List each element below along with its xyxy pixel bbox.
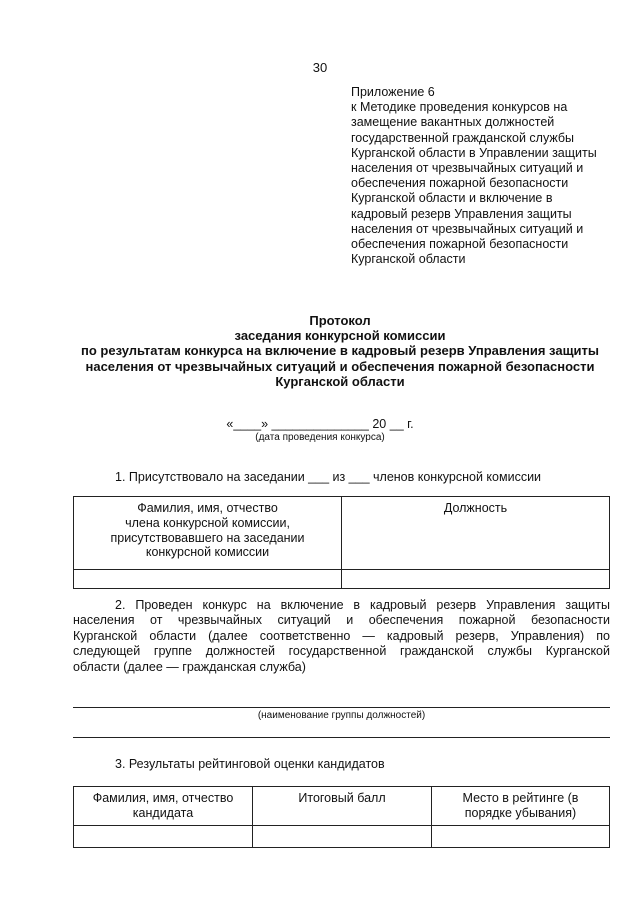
appendix-line: Курганской области [351,252,466,267]
appendix-line: государственной гражданской службы [351,130,574,145]
commission-members-table [73,496,610,589]
title-line: населения от чрезвычайных ситуаций и обеспечения пожарной безопасности [85,358,595,374]
paragraph-line: 2. Проведен конкурс на включение в кадровый резерв Управления защиты [115,598,610,612]
table-row [74,570,610,589]
section-2-text [73,598,610,675]
appendix-line: кадровый резерв Управления защиты [351,206,572,221]
appendix-line: замещение вакантных должностей [351,115,555,130]
table-cell [432,826,610,848]
section-3-text: 3. Результаты рейтинговой оценки кандидатов [115,757,385,771]
date-field: «____» ______________ 20 __ г. [226,417,414,431]
table-header-row [74,497,610,570]
fill-in-line [73,707,610,708]
header-line: Фамилия, имя, отчество [92,791,234,805]
appendix-line: к Методике проведения конкурсов на [351,100,568,115]
appendix-line: обеспечения пожарной безопасности [351,176,569,191]
paragraph-line: области (далее — гражданская служба) [73,659,306,674]
table-row [74,826,610,848]
header-line: члена конкурсной комиссии, [125,515,290,530]
header-line: порядке убывания) [464,805,577,820]
position-group-caption: (наименование группы должностей) [257,710,426,721]
fill-in-line [73,737,610,738]
appendix-line: Приложение 6 [351,85,435,99]
header-member-name [74,497,342,570]
header-position: Должность [342,497,610,570]
appendix-line: населения от чрезвычайных ситуаций и [351,221,584,236]
section-1-text: 1. Присутствовало на заседании ___ из ___ членов конкурсной комиссии [115,470,542,484]
appendix-line: Курганской области и включение в [351,191,553,206]
paragraph-line: Курганской области (далее соответственно — кадровый резерв, Управления) по [73,628,610,643]
table-header-row [74,787,610,826]
header-line: Фамилия, имя, отчество [137,501,278,515]
title-line: Курганской области [275,373,405,389]
paragraph-line: следующей группе должностей государственной гражданской службы Курганской [73,644,610,659]
rating-results-table [73,786,610,848]
table-cell [342,570,610,589]
title-line: заседания конкурсной комиссии [234,328,446,344]
appendix-note [351,85,631,267]
paragraph-line: населения от чрезвычайных ситуаций и обеспечения пожарной безопасности [73,613,610,628]
header-candidate-name [74,787,253,826]
appendix-line: обеспечения пожарной безопасности [351,237,569,252]
table-cell [74,570,342,589]
page-number: 30 [312,60,328,75]
title-line: Протокол [309,313,371,328]
header-line: Место в рейтинге (в [462,791,579,805]
header-line: кандидата [132,805,194,820]
date-caption: (дата проведения конкурса) [255,432,385,443]
table-cell [253,826,432,848]
header-total-score: Итоговый балл [253,787,432,826]
title-line: по результатам конкурса на включение в кадровый резерв Управления защиты [81,343,599,359]
document-title [40,313,640,389]
header-rating-place [432,787,610,826]
appendix-line: Курганской области в Управлении защиты [351,145,597,160]
header-line: присутствовавшего на заседании [110,530,305,545]
table-cell [74,826,253,848]
header-line: конкурсной комиссии [145,545,270,560]
appendix-line: населения от чрезвычайных ситуаций и [351,161,584,176]
